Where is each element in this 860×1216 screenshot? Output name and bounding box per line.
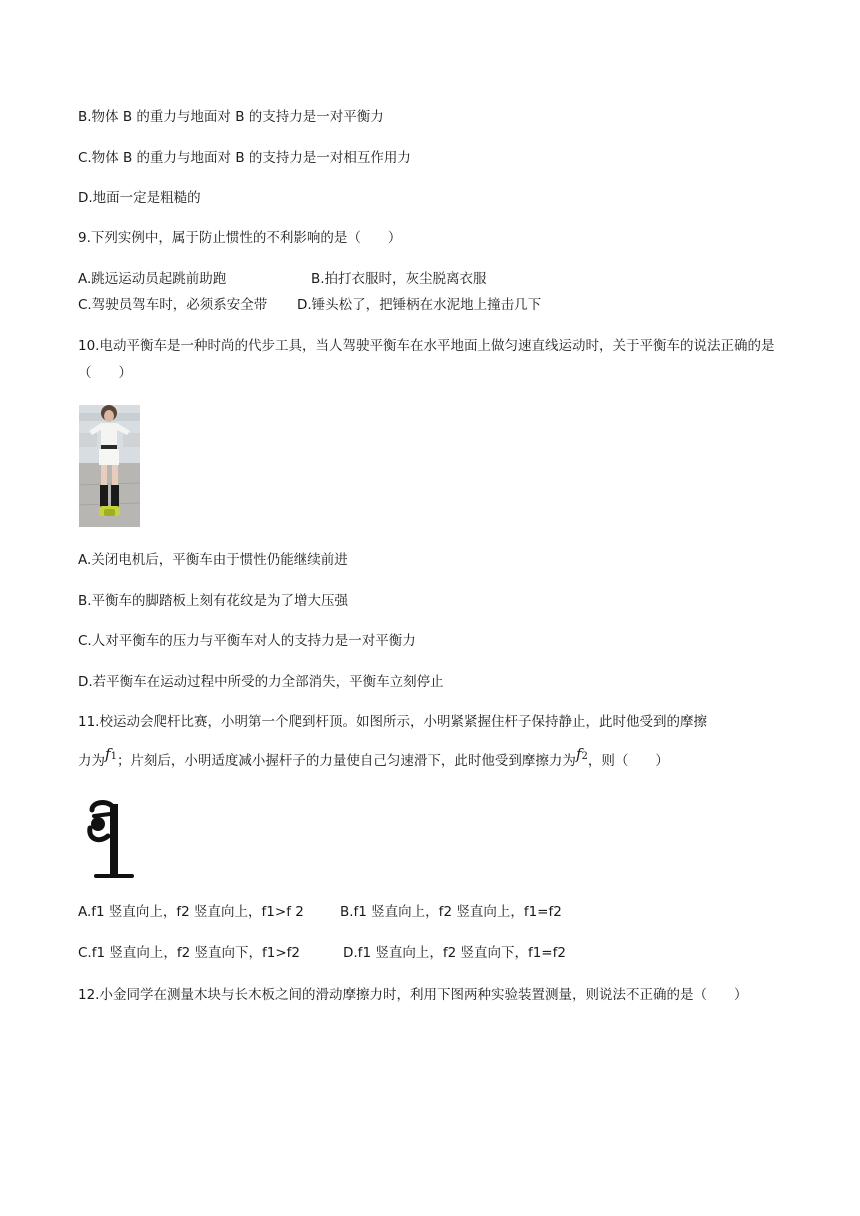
q9-option-d: D.锤头松了，把锤柄在水泥地上撞击几下: [297, 297, 542, 313]
q10-option-b: B.平衡车的脚踏板上刻有花纹是为了增大压强: [78, 593, 349, 609]
q11-stem-part3: ，则（ ）: [587, 753, 669, 769]
q10-option-a: A.关闭电机后，平衡车由于惯性仍能继续前进: [78, 552, 348, 568]
f2-symbol: f2: [575, 745, 588, 763]
q8-option-b: B.物体 B 的重力与地面对 B 的支持力是一对平衡力: [78, 109, 384, 125]
q11-option-a: A.f1 竖直向上，f2 竖直向上，f1>f 2: [78, 904, 304, 920]
q9-stem: 9.下列实例中，属于防止惯性的不利影响的是（ ）: [78, 230, 402, 246]
balance-car-image: [79, 405, 140, 527]
q11-stem-part1: 力为: [78, 753, 105, 769]
q8-option-d: D.地面一定是粗糙的: [78, 190, 201, 206]
q10-option-c: C.人对平衡车的压力与平衡车对人的支持力是一对平衡力: [78, 633, 416, 649]
q12-stem: 12.小金同学在测量木块与长木板之间的滑动摩擦力时，利用下图两种实验装置测量，则说法不正确的是（ ）: [78, 987, 748, 1003]
q11-option-b: B.f1 竖直向上，f2 竖直向上，f1=f2: [340, 904, 562, 920]
f1-symbol: f1: [105, 745, 117, 763]
balance-car-photo: [79, 405, 140, 527]
q9-option-a: A.跳远运动员起跳前助跑: [78, 271, 227, 287]
q9-option-b: B.拍打衣服时，灰尘脱离衣服: [311, 271, 487, 287]
q11-stem-line2: [78, 745, 669, 773]
pole-climber-image: [84, 800, 136, 880]
q10-stem: 10.电动平衡车是一种时尚的代步工具，当人驾驶平衡车在水平地面上做匀速直线运动时，关于平衡车的说法正确的是（ ）: [78, 338, 775, 381]
q9-option-c: C.驾驶员驾车时，必须系安全带: [78, 297, 268, 313]
q11-stem-line1: 11.校运动会爬杆比赛，小明第一个爬到杆顶。如图所示，小明紧紧握住杆子保持静止，此时他受到的摩擦: [78, 714, 707, 730]
pole-climber-figure: [84, 800, 136, 880]
q8-option-c: C.物体 B 的重力与地面对 B 的支持力是一对相互作用力: [78, 150, 411, 166]
q11-stem-part2: ；片刻后，小明适度减小握杆子的力量使自己匀速滑下，此时他受到摩擦力为: [116, 753, 576, 769]
q11-option-d: D.f1 竖直向上，f2 竖直向下，f1=f2: [343, 945, 566, 961]
q10-option-d: D.若平衡车在运动过程中所受的力全部消失，平衡车立刻停止: [78, 674, 444, 690]
q11-option-c: C.f1 竖直向上，f2 竖直向下，f1>f2: [78, 945, 300, 961]
